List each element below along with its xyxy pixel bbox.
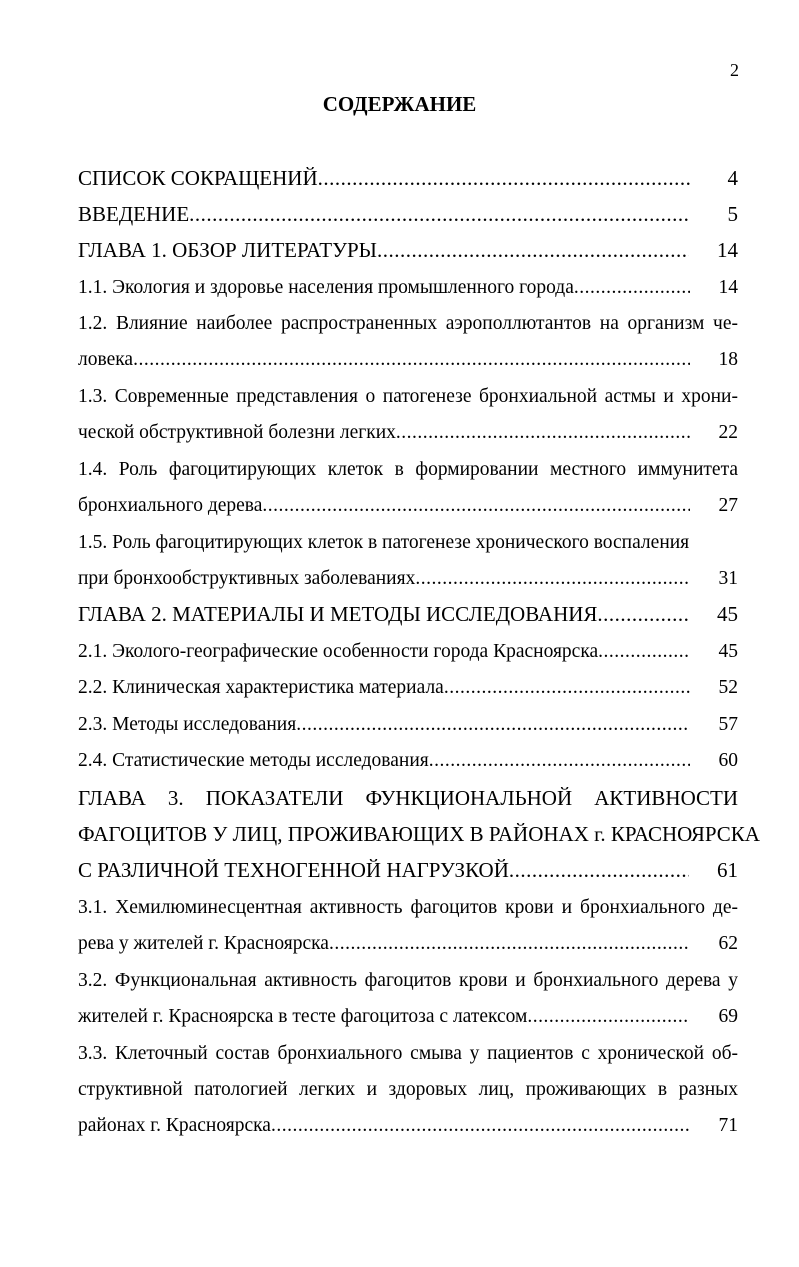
toc-entry-1-5-line1[interactable]: 1.5. Роль фагоцитирующих клеток в патогенезе хронического воспаления: [78, 532, 690, 553]
toc-entry-3-1[interactable]: [78, 932, 738, 956]
toc-entry-2-2[interactable]: [78, 676, 738, 700]
toc-page-number: 14: [718, 277, 738, 298]
toc-page-number: 71: [718, 1115, 738, 1136]
toc-entry-3-1-line1[interactable]: 3.1. Хемилюминесцентная активность фагоцитов крови и бронхиального де-: [78, 897, 738, 918]
toc-page-number: 22: [718, 422, 738, 443]
toc-leader-dots: [189, 202, 690, 226]
toc-entry-text: 2.1. Эколого-географические особенности города Красноярска: [78, 641, 599, 662]
toc-leader-dots: [429, 749, 690, 773]
toc-entry-2-1[interactable]: [78, 640, 738, 664]
toc-entry-text: 2.3. Методы исследования: [78, 714, 297, 735]
toc-entry-1-3[interactable]: [78, 421, 738, 445]
toc-entry-1-1[interactable]: [78, 276, 738, 300]
toc-page-number: 14: [717, 238, 738, 262]
toc-page-number: 62: [718, 933, 738, 954]
toc-leader-dots: [509, 858, 689, 882]
toc-entry-1-2-line1[interactable]: 1.2. Влияние наиболее распространенных аэрополлютантов на организм че-: [78, 313, 738, 334]
toc-entry-text: районах г. Красноярска: [78, 1115, 271, 1136]
toc-leader-dots: [444, 676, 690, 700]
toc-entry-text: 2.2. Клиническая характеристика материала: [78, 677, 444, 698]
toc-leader-dots: [377, 238, 689, 262]
toc-entry-1-4[interactable]: [78, 494, 738, 518]
toc-leader-dots: [597, 602, 689, 626]
toc-page-number: 69: [718, 1006, 738, 1027]
toc-entry-text: бронхиального дерева: [78, 495, 263, 516]
toc-page-number: 52: [718, 677, 738, 698]
toc-entry-1-5[interactable]: [78, 567, 738, 591]
toc-page-number: 27: [718, 495, 738, 516]
toc-entry-text: ловека: [78, 349, 134, 370]
toc-entry-1-4-line1[interactable]: 1.4. Роль фагоцитирующих клеток в формировании местного иммунитета: [78, 459, 738, 480]
toc-page-number: 31: [718, 568, 738, 589]
toc-entry-chapter-1[interactable]: [78, 238, 738, 262]
page-number: 2: [730, 60, 739, 80]
toc-entry-chapter-2[interactable]: [78, 602, 738, 626]
toc-entry-text: при бронхообструктивных заболеваниях: [78, 568, 416, 589]
toc-entry-text: ГЛАВА 2. МАТЕРИАЛЫ И МЕТОДЫ ИССЛЕДОВАНИЯ: [78, 602, 598, 626]
toc-entry-2-4[interactable]: [78, 749, 738, 773]
toc-entry-3-2-line1[interactable]: 3.2. Функциональная активность фагоцитов крови и бронхиального дерева у: [78, 970, 738, 991]
toc-leader-dots: [527, 1005, 690, 1029]
toc-entry-text: ГЛАВА 1. ОБЗОР ЛИТЕРАТУРЫ: [78, 238, 377, 262]
toc-entry-introduction[interactable]: [78, 202, 738, 226]
toc-entry-3-3[interactable]: [78, 1114, 738, 1138]
toc-entry-2-3[interactable]: [78, 713, 738, 737]
toc-leader-dots: [396, 421, 690, 445]
toc-entry-abbreviations[interactable]: [78, 166, 738, 190]
toc-entry-text: ческой обструктивной болезни легких: [78, 422, 396, 443]
toc-page-number: 18: [718, 349, 738, 370]
toc-entry-1-3-line1[interactable]: 1.3. Современные представления о патогенезе бронхиальной астмы и хрони-: [78, 386, 738, 407]
toc-leader-dots: [598, 640, 690, 664]
toc-page-number: 60: [718, 750, 738, 771]
toc-leader-dots: [329, 932, 690, 956]
toc-leader-dots: [133, 348, 690, 372]
toc-entry-text: С РАЗЛИЧНОЙ ТЕХНОГЕННОЙ НАГРУЗКОЙ: [78, 858, 509, 882]
toc-page-number: 45: [717, 602, 738, 626]
toc-leader-dots: [415, 567, 690, 591]
toc-entry-3-2[interactable]: [78, 1005, 738, 1029]
toc-leader-dots: [318, 166, 690, 190]
toc-entry-chapter-3[interactable]: [78, 858, 738, 882]
toc-entry-chapter-3-line1[interactable]: ГЛАВА 3. ПОКАЗАТЕЛИ ФУНКЦИОНАЛЬНОЙ АКТИВНОСТИ: [78, 786, 738, 810]
toc-page-number: 5: [727, 202, 738, 226]
toc-entry-text: рева у жителей г. Красноярска: [78, 933, 329, 954]
toc-leader-dots: [262, 494, 690, 518]
toc-leader-dots: [574, 276, 690, 300]
toc-entry-text: СПИСОК СОКРАЩЕНИЙ: [78, 166, 318, 190]
toc-entry-text: 2.4. Статистические методы исследования: [78, 750, 429, 771]
toc-entry-text: 1.1. Экология и здоровье населения промышленного города: [78, 277, 574, 298]
toc-page-number: 57: [718, 714, 738, 735]
toc-entry-chapter-3-line2[interactable]: ФАГОЦИТОВ У ЛИЦ, ПРОЖИВАЮЩИХ В РАЙОНАХ г. КРАСНОЯРСКА: [78, 822, 760, 846]
page-title: СОДЕРЖАНИЕ: [322, 92, 477, 116]
toc-entry-1-2[interactable]: [78, 348, 738, 372]
toc-page-number: 4: [727, 166, 738, 190]
toc-page-number: 45: [718, 641, 738, 662]
toc-leader-dots: [271, 1114, 690, 1138]
toc-leader-dots: [296, 713, 690, 737]
toc-entry-3-3-line2[interactable]: структивной патологией легких и здоровых лиц, проживающих в разных: [78, 1079, 738, 1100]
toc-entry-text: ВВЕДЕНИЕ: [78, 202, 190, 226]
toc-entry-text: жителей г. Красноярска в тесте фагоцитоза с латексом: [78, 1006, 528, 1027]
toc-entry-3-3-line1[interactable]: 3.3. Клеточный состав бронхиального смыва у пациентов с хронической об-: [78, 1043, 738, 1064]
toc-page-number: 61: [717, 858, 738, 882]
